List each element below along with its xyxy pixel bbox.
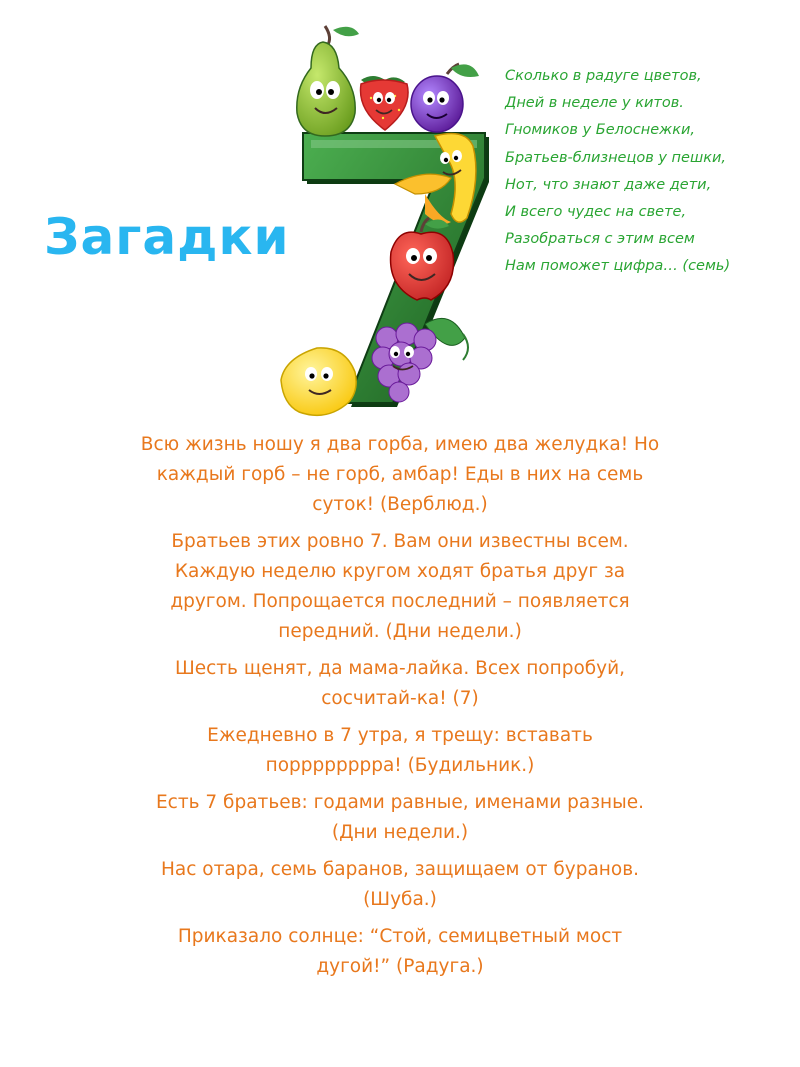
riddle-puppies: Шесть щенят, да мама-лайка. Всех попробуй, сосчитай-ка! (7) [174, 658, 626, 709]
poem-line: Нам поможет цифра… (семь) [505, 258, 731, 275]
poem-block [505, 63, 795, 281]
poem-line: Гномиков у Белоснежки, [505, 122, 696, 139]
lemon-icon [281, 348, 356, 415]
poem-line: Нот, что знают даже дети, [505, 176, 712, 193]
poem-line: Сколько в радуге цветов, [505, 68, 702, 84]
seven-fruits-illustration [275, 18, 505, 418]
plum-icon [411, 64, 479, 132]
riddle-seven-brothers: Есть 7 братьев: годами равные, именами разные. (Дни недели.) [155, 792, 645, 843]
poem-line: Дней в неделе у китов. [505, 95, 684, 112]
riddles-list [140, 430, 660, 989]
poem-line: Братьев-близнецов у пешки, [505, 149, 727, 166]
riddle-camel: Всю жизнь ношу я два горба, имею два желудка! Но каждый горб – не горб, амбар! Еды в них на семь суток! (Верблюд.) [140, 434, 660, 515]
poem-line: И всего чудес на свете, [505, 204, 687, 221]
strawberry-icon [361, 76, 409, 130]
riddle-fur-coat: Нас отара, семь баранов, защищаем от буранов. (Шуба.) [161, 859, 639, 910]
riddle-alarm-clock: Ежедневно в 7 утра, я трещу: вставать порррррррра! (Будильник.) [207, 725, 593, 776]
page-title: Загадки [44, 208, 290, 266]
pear-icon [297, 26, 359, 136]
riddle-weekdays: Братьев этих ровно 7. Вам они известны всем. Каждую неделю кругом ходят братья друг за другом. Попрощается последний – появляется передний. (Дни недели.) [170, 531, 630, 642]
riddle-rainbow: Приказало солнце: “Стой, семицветный мост дугой!” (Радуга.) [177, 926, 623, 977]
poem-line: Разобраться с этим всем [505, 231, 695, 248]
